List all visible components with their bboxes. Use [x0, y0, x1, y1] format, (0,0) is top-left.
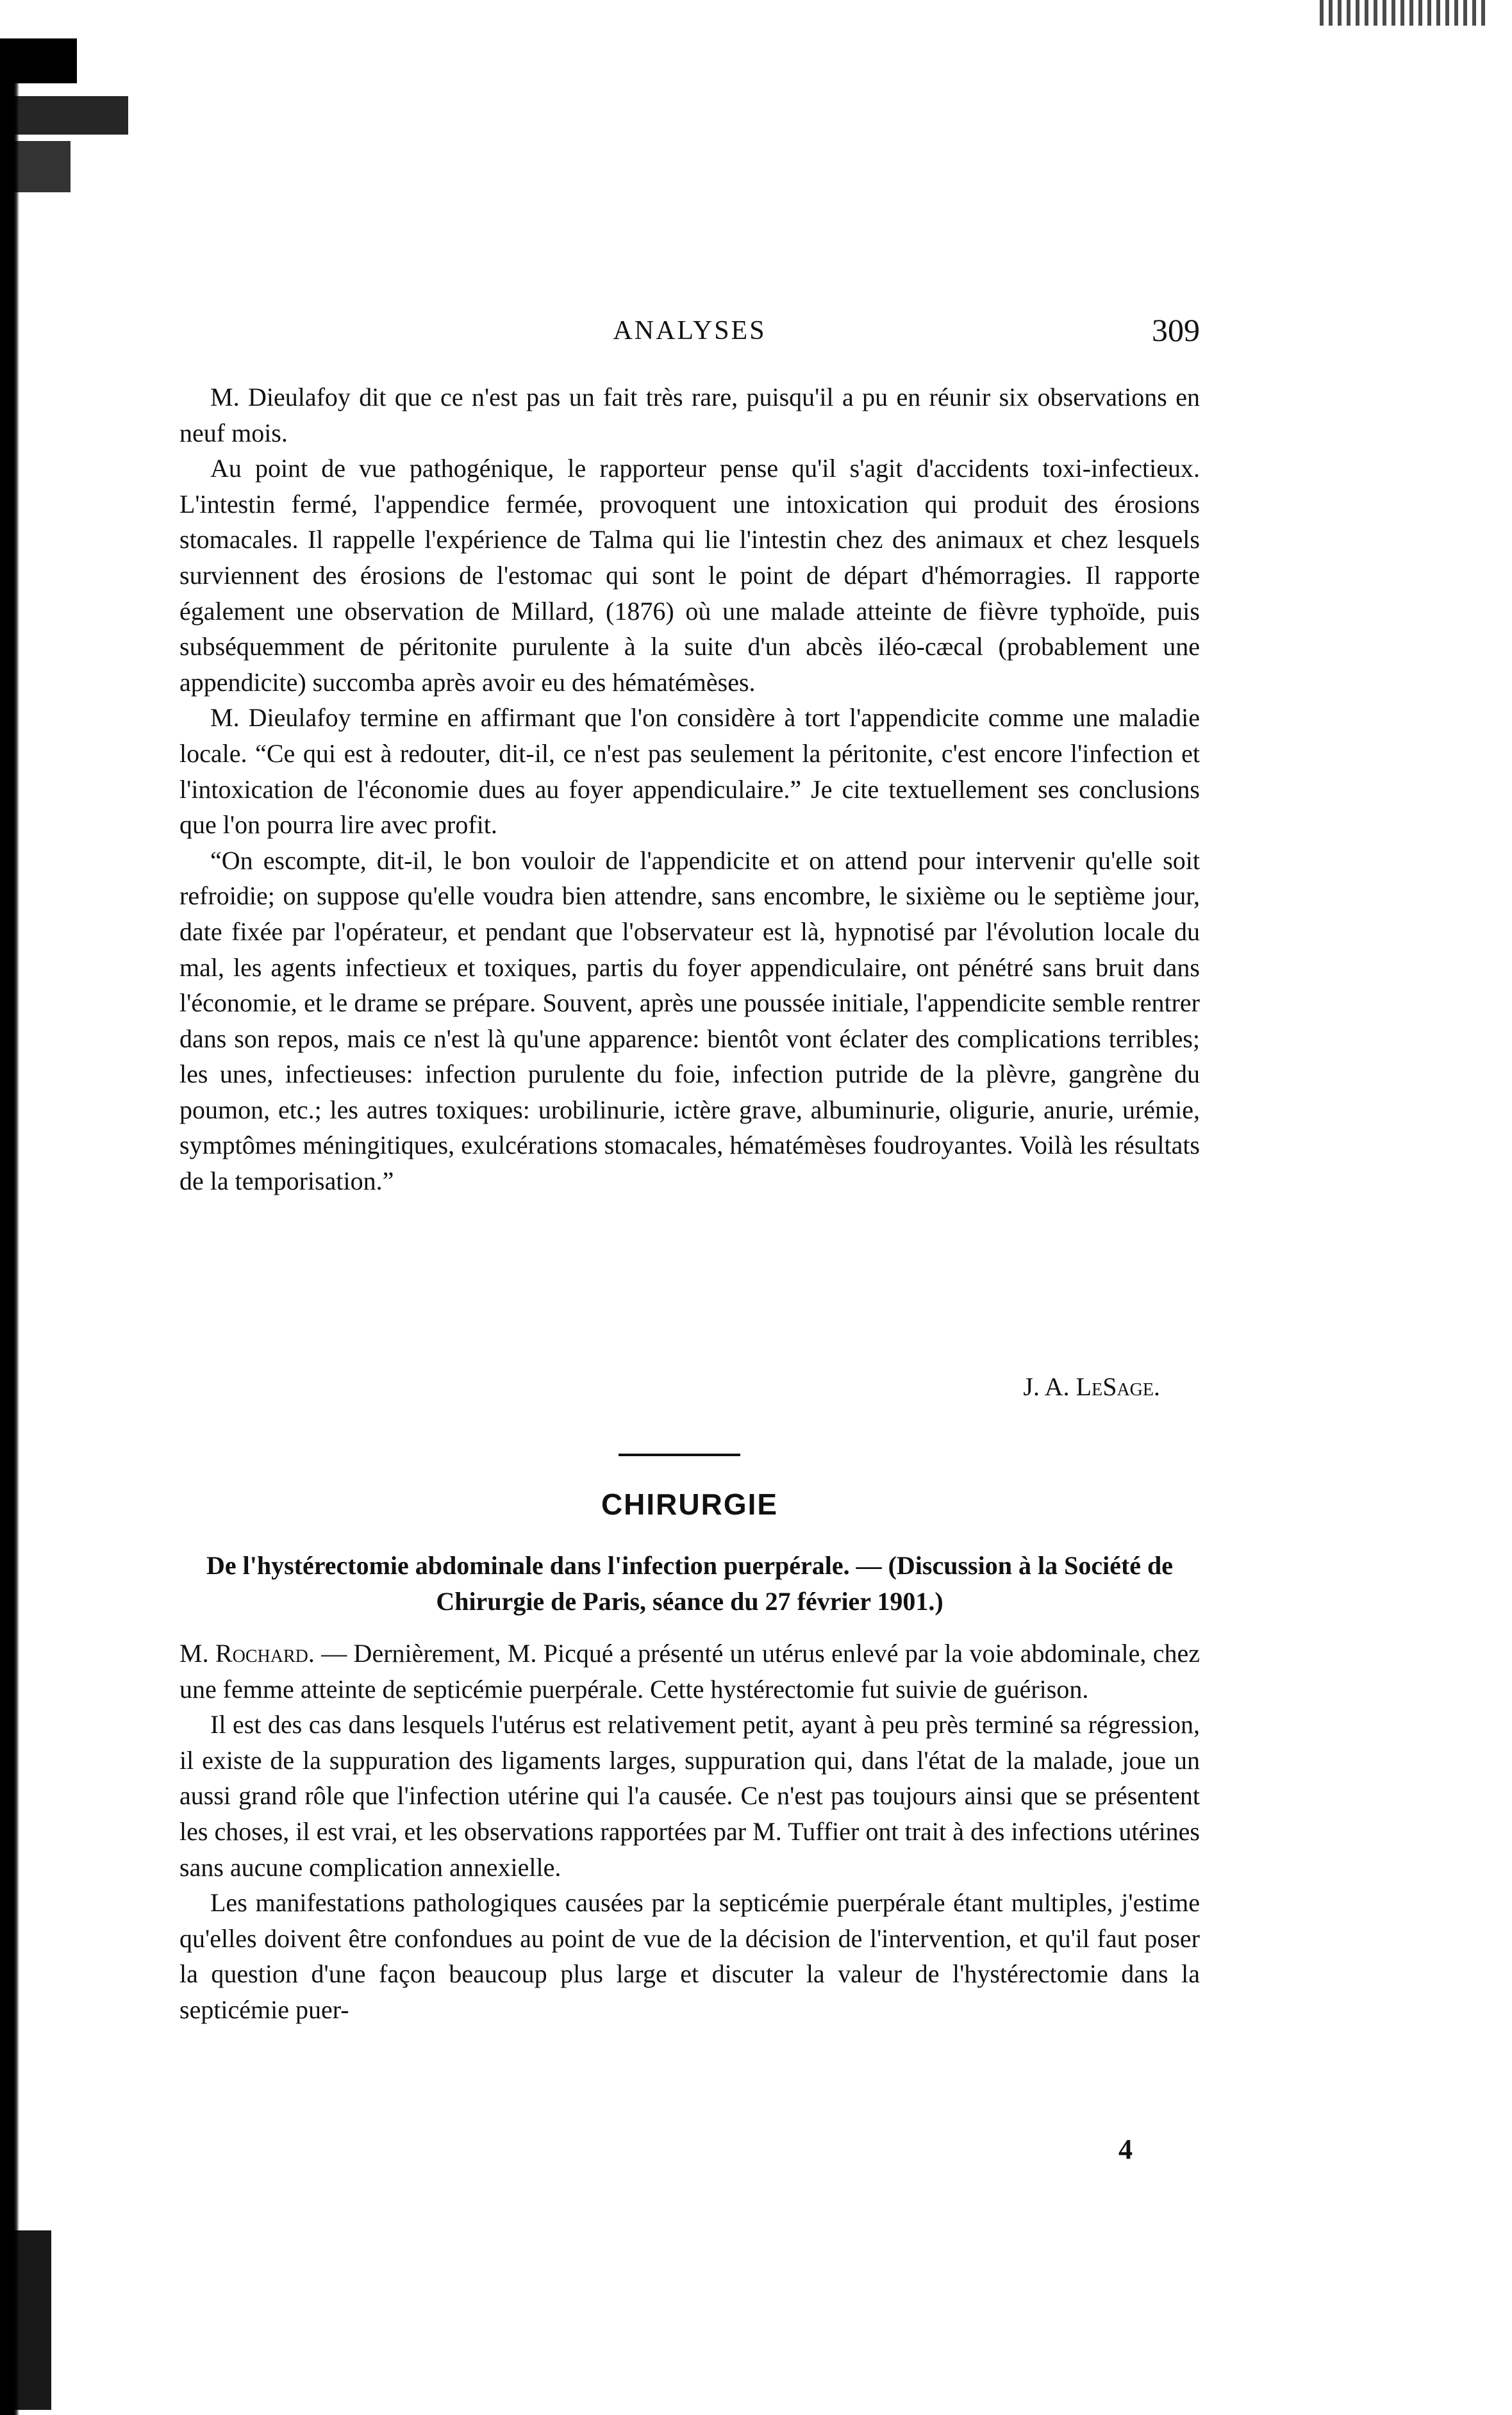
signature-mark: 4	[1118, 2134, 1133, 2165]
paragraph: “On escompte, dit-il, le bon vouloir de l'appendicite et on attend pour intervenir qu'elle soit refroidie; on suppose qu'elle voudra bien attendre, sans encombre, le sixième ou le septième jour, date fixée par l'opérateur, et pendant que l'observateur est là, hypnotisé par l'évolution locale du mal, les agents infectieux et toxiques, partis du foyer appendiculaire, ont pénétré sans bruit dans l'économie, et le drame se prépare. Souvent, après une poussée initiale, l'appendicite semble rentrer dans son repos, mais ce n'est là qu'une apparence: bientôt vont éclater des complications terribles; les unes, infectieuses: infection purulente du foie, infection putride de la plèvre, gangrène du poumon, etc.; les autres toxiques: urobilinurie, ictère grave, albuminurie, oligurie, anurie, urémie, symptômes méningitiques, exulcérations stomacales, hématémèses foudroyantes. Voilà les résultats de la temporisation.”	[179, 845, 1200, 1196]
article-source: — (Discussion à la Société de Chirurgie de Paris, séance du 27 février 1901.)	[436, 1551, 1174, 1616]
article-title: De l'hystérectomie abdominale dans l'infection puerpérale.	[206, 1551, 850, 1580]
paragraph: Les manifestations pathologiques causées par la septicémie puerpérale étant multiples, j'estime qu'elles doivent être confondues au point de vue de la décision de l'intervention, et qu'il faut poser la question d'une façon beaucoup plus large et discuter la valeur de l'hystérectomie dans la septicémie puer-	[179, 1888, 1200, 2024]
author-signature: J. A. LeSage.	[1023, 1372, 1160, 1401]
speaker-name: M. Rochard.	[179, 1639, 315, 1668]
scan-artifact	[0, 141, 71, 192]
analysis-body	[179, 379, 1200, 1199]
paragraph: M. Dieulafoy termine en affirmant que l'on considère à tort l'appendicite comme une maladie locale. “Ce qui est à redouter, dit-il, ce n'est pas seulement la péritonite, c'est encore l'infection et l'intoxication de l'économie dues au foyer appendiculaire.” Je cite textuellement ses conclusions que l'on pourra lire avec profit.	[179, 703, 1200, 840]
scan-artifact	[0, 96, 128, 135]
running-header	[179, 312, 1200, 354]
page-number: 309	[1152, 312, 1200, 348]
running-title: ANALYSES	[613, 316, 767, 345]
scan-artifact	[0, 2230, 51, 2410]
paragraph: Il est des cas dans lesquels l'utérus est relativement petit, ayant à peu près terminé sa régression, il existe de la suppuration des ligaments larges, suppuration qui, dans l'état de la malade, joue un aussi grand rôle que l'infection utérine qui l'a causée. Ce n'est pas toujours ainsi que se présentent les choses, il est vrai, et les observations rapportées par M. Tuffier ont trait à des infections utérines sans aucune complication annexielle.	[179, 1710, 1200, 1882]
article-heading	[179, 1548, 1200, 1619]
paragraph-text: — Dernièrement, M. Picqué a présenté un utérus enlevé par la voie abdominale, chez une femme atteinte de septicémie puerpérale. Cette hystérectomie fut suivie de guérison.	[179, 1639, 1200, 1704]
surgery-body	[179, 1636, 1200, 2028]
binding-shadow	[0, 51, 19, 2415]
paragraph	[179, 1636, 1200, 1707]
scan-artifact	[1320, 0, 1486, 26]
paragraph: Au point de vue pathogénique, le rapporteur pense qu'il s'agit d'accidents toxi-infectieux. L'intestin fermé, l'appendice fermée, provoquent une intoxication qui produit des érosions stomacales. Il rappelle l'expérience de Talma qui lie l'intestin chez des animaux et chez lesquels surviennent des érosions de l'estomac qui sont le point de départ d'hémorragies. Il rapporte également une observation de Millard, (1876) où une malade atteinte de fièvre typhoïde, puis subséquemment de péritonite purulente à la suite d'un abcès iléo-cæcal (probablement une appendicite) succomba après avoir eu des hématémèses.	[179, 454, 1200, 697]
paragraph: M. Dieulafoy dit que ce n'est pas un fait très rare, puisqu'il a pu en réunir six observations en neuf mois.	[179, 383, 1200, 447]
section-title: CHIRURGIE	[601, 1488, 779, 1521]
section-divider	[619, 1454, 740, 1456]
scan-artifact	[0, 38, 77, 83]
